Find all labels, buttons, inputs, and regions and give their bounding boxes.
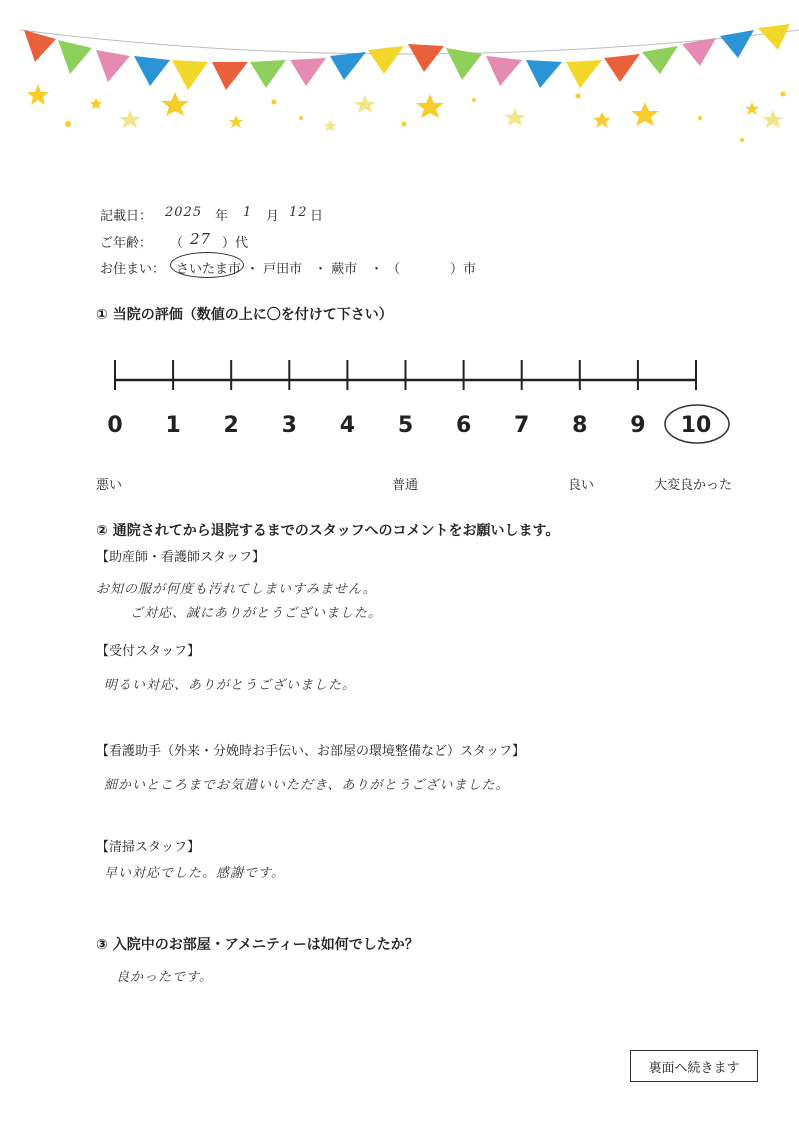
date-year-value: 2025 (165, 205, 203, 220)
reception-comment-line1: 明るい対応、ありがとうございました。 (104, 678, 357, 693)
date-label: 記載日： (100, 209, 153, 224)
rating-label-normal: 普通 (392, 478, 419, 493)
residence-option-warabi: ・ 蕨市 (314, 262, 358, 277)
age-open-paren: （ (170, 236, 184, 251)
scale-number-10[interactable]: 10 (680, 413, 712, 438)
bunting-banner (0, 0, 799, 150)
scale-number-5[interactable]: 5 (397, 413, 414, 438)
pennant-flags (24, 24, 790, 90)
section3-title: ③ 入院中のお部屋・アメニティーは如何でしたか？ (96, 937, 419, 953)
scale-number-0[interactable]: 0 (107, 413, 123, 438)
age-value: 27 (190, 230, 212, 248)
scale-number-2[interactable]: 2 (223, 413, 239, 438)
scale-number-3[interactable]: 3 (281, 413, 297, 438)
midwife-comment-line2: ご対応、誠にありがとうございました。 (130, 606, 383, 621)
midwife-heading: 【助産師・看護師スタッフ】 (96, 550, 266, 565)
continue-on-back-label: 裏面へ続きます (648, 1060, 740, 1076)
residence-option-other-open: ・ （ (370, 262, 401, 277)
rating-label-bad: 悪い (96, 478, 123, 493)
cleaning-comment-line1: 早い対応でした。感謝です。 (104, 866, 285, 881)
residence-label: お住まい： (100, 262, 166, 277)
scale-number-6[interactable]: 6 (455, 413, 472, 438)
continue-on-back-box (630, 1050, 758, 1082)
section2-title: ② 通院されてから退院するまでのスタッフへのコメントをお願いします。 (96, 523, 560, 539)
date-day-value: 12 (289, 205, 308, 220)
age-close-paren: ）代 (222, 236, 249, 251)
rating-label-very-good: 大変良かった (654, 478, 733, 493)
scale-number-7[interactable]: 7 (514, 413, 530, 438)
scale-number-8[interactable]: 8 (572, 413, 588, 438)
date-month-value: 1 (243, 205, 253, 220)
rating-scale (90, 340, 750, 450)
scale-number-4[interactable]: 4 (339, 413, 356, 438)
midwife-comment-line1: お知の服が何度も汚れてしまいすみません。 (96, 582, 377, 597)
residence-option-toda: ・ 戸田市 (246, 262, 303, 277)
cleaning-heading: 【清掃スタッフ】 (96, 840, 201, 855)
date-day-unit: 日 (310, 209, 324, 224)
assistant-comment-line1: 細かいところまでお気遣いいただき、ありがとうございました。 (104, 778, 510, 793)
assistant-heading: 【看護助手（外来・分娩時お手伝い、お部屋の環境整備など）スタッフ】 (96, 744, 526, 759)
scale-number-1[interactable]: 1 (165, 413, 181, 438)
section3-answer: 良かったです。 (116, 970, 213, 985)
section1-title: ① 当院の評価（数値の上に〇を付けて下さい） (96, 307, 393, 323)
residence-option-other-close: ）市 (450, 262, 477, 277)
date-month-unit: 月 (266, 209, 280, 224)
star-decorations (27, 84, 759, 128)
reception-heading: 【受付スタッフ】 (96, 644, 201, 659)
rating-label-good: 良い (568, 478, 595, 493)
residence-option-saitama: さいたま市 (176, 262, 242, 277)
date-year-unit: 年 (215, 209, 229, 224)
age-label: ご年齢： (100, 236, 153, 251)
scale-number-9[interactable]: 9 (630, 413, 646, 438)
